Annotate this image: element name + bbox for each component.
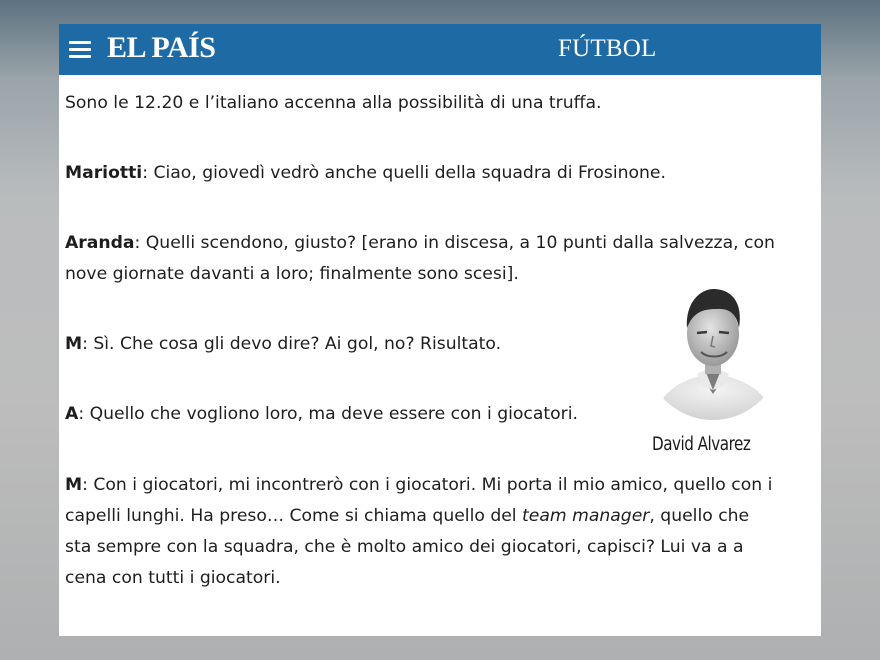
paragraph-dialogue [65,228,775,290]
dialogue-text: : Quelli scendono, giusto? [erano in discesa, a 10 punti dalla salvezza, con [134,233,775,253]
dialogue-text: : Con i giocatori, mi incontrerò con i giocatori. Mi porta il mio amico, quello con i [82,475,773,495]
paragraph-intro [65,88,601,119]
dialogue-text: capelli lunghi. Ha preso… Come si chiama quello del [65,506,523,526]
italic-term: team manager [522,506,650,526]
speaker-name: Aranda [65,233,135,253]
paragraph-dialogue [65,329,501,360]
dialogue-text: : Ciao, giovedì vedrò anche quelli della squadra di Frosinone. [142,163,666,183]
author-portrait [645,282,781,422]
speaker-name: Mariotti [65,163,143,183]
paragraph-text: Sono le 12.20 e l’italiano accenna alla possibilità di una truffa. [65,93,602,113]
speaker-name: M [65,475,83,495]
dialogue-text: cena con tutti i giocatori. [65,568,281,588]
author-name: David Alvarez [652,434,751,455]
dialogue-text: , quello che [649,506,750,526]
dialogue-text: : Quello che vogliono loro, ma deve essere con i giocatori. [78,404,578,424]
hamburger-menu-icon[interactable] [69,41,91,58]
dialogue-text: nove giornate davanti a loro; finalmente sono scesi]. [65,264,519,284]
paragraph-dialogue [65,399,578,430]
dialogue-text: sta sempre con la squadra, che è molto amico dei giocatori, capisci? Lui va a a [65,537,744,557]
paragraph-dialogue [65,470,772,594]
speaker-name: A [65,404,79,424]
paragraph-dialogue [65,158,666,189]
site-logo[interactable]: EL PAÍS [107,31,216,64]
site-header [59,24,821,75]
speaker-name: M [65,334,83,354]
dialogue-text: : Sì. Che cosa gli devo dire? Ai gol, no? Risultato. [82,334,502,354]
section-title[interactable]: FÚTBOL [558,35,657,62]
article-card [59,24,821,636]
